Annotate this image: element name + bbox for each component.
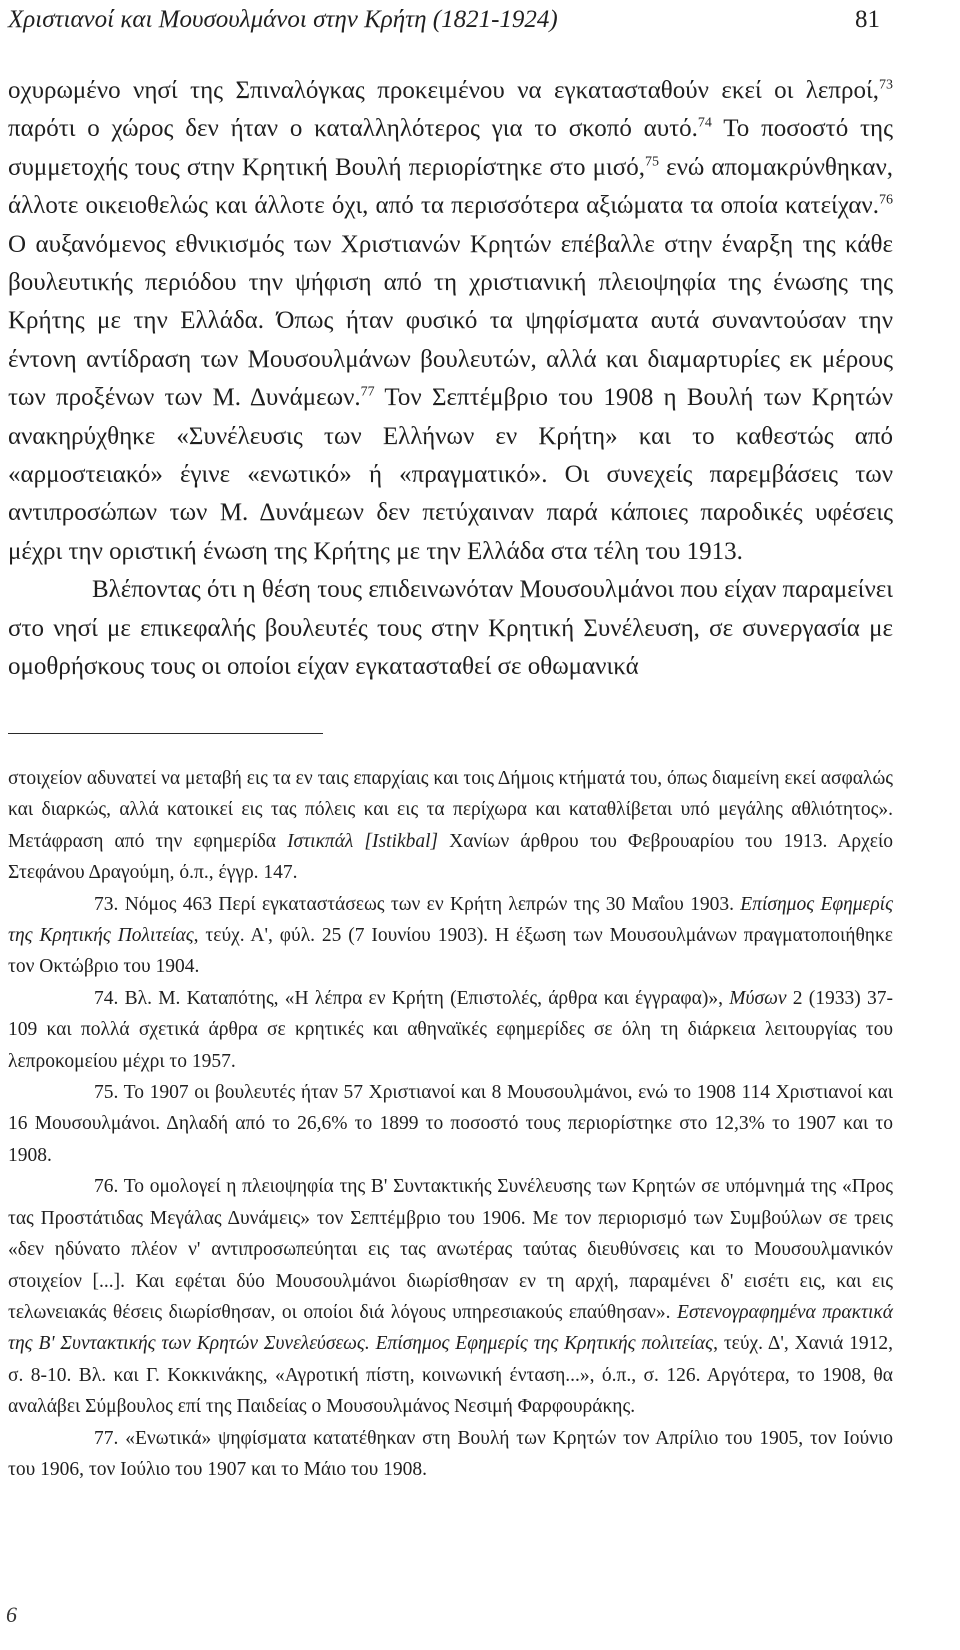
text-span: 73. Νόμος 463 Περί εγκαταστάσεως των εν Κρήτη λεπρών της 30 Μαΐου 1903. [94,893,741,915]
footnote-ref-74[interactable]: 74 [697,116,712,132]
footnote-ref-73[interactable]: 73 [879,77,893,93]
text-span: , τεύχ. Δ', Χανιά 1912, σ. 8-10. Βλ. και Γ. Κοκκινάκης, «Αγροτική πίστη, κοινωνική ένταση...», ό.π., σ. 126. Αργότερα, το 1908, θα αναλάβει Σύμβουλος επί της Παιδείας ο Μουσουλμάνος Νεσιμή Φαρφουράκης. [8,1333,894,1418]
footnote-73 [8,889,893,983]
footnote-ref-76[interactable]: 76 [879,192,893,208]
italic-title: Μύσων [729,987,787,1009]
italic-title: Επίσημος Εφημερίς της Κρητικής Πολιτείας [8,893,894,947]
text-span: 76. Το ομολογεί η πλειοψηφία της Β' Συντακτικής Συνέλευσης των Κρητών σε υπόμνημά της «Προς τας Προστάτιδας Μεγάλας Δυνάμεις» τον Σεπτέμβριο του 1906. Με τον περιορισμό των Συμβούλων σε τρεις «δεν ηδύνατο πλέον ν' αντιπροσωπεύηται εις τας ανωτέρας ταύτας διευθύνσεις και το Μουσουλμανικόν στοιχείον [...]. Και εφέται δύο Μουσουλμάνοι διωρίσθησαν εν τη αρχή, παραμένει δ' εισέτι εις, και εις τελωνειακάς θέσεις διωρίσθησαν, οι οποίοι διά λόγους υπηρεσιακούς επαύθησαν». [8,1176,893,1323]
footnote-76 [8,1171,893,1422]
text-span: , τεύχ. Α', φύλ. 25 (7 Ιουνίου 1903). Η έξωση των Μουσουλμάνων πραγματοποιήθηκε τον Οκτώβριο του 1904. [8,925,893,978]
body-text [8,72,893,687]
text-span: 74. Βλ. Μ. Καταπότης, «Η λέπρα εν Κρήτη (Επιστολές, άρθρα και έγγραφα)», [94,987,730,1009]
text-span: ενώ απομακρύνθηκαν, άλλοτε οικειοθελώς και άλλοτε όχι, από τα περισσότερα αξιώματα τα οποία κατείχαν. [8,153,894,220]
footnote-separator [8,733,323,734]
footnote-77: 77. «Ενωτικά» ψηφίσματα κατατέθηκαν στη Βουλή των Κρητών τον Απρίλιο του 1905, τον Ιούνιο του 1906, τον Ιούλιο του 1907 και το Μάιο του 1908. [8,1427,893,1480]
paragraph-2: Βλέποντας ότι η θέση τους επιδεινωνόταν Μουσουλμάνοι που είχαν παραμείνει στο νησί με επικεφαλής βουλευτές τους στην Κρητική Συνέλευση, σε συνεργασία με ομοθρήσκους τους οι οποίοι είχαν εγκατασταθεί σε οθωμανικά [8,576,893,681]
running-title: Χριστιανοί και Μουσουλμάνοι στην Κρήτη (1821-1924) [8,6,558,33]
footnote-75: 75. Το 1907 οι βουλευτές ήταν 57 Χριστιανοί και 8 Μουσουλμάνοι, ενώ το 1908 114 Χριστιανοί και 16 Μουσουλμάνοι. Δηλαδή από το 26,6% το 1899 το ποσοστό τους περιορίστηκε στο 12,3% το 1907 και το 1908. [8,1082,893,1166]
text-span: στοιχείον αδυνατεί να μεταβή εις τα εν ταις επαρχίαις και τοις Δήμοις κτήματά του, όπως διαμείνη εκεί ασφαλώς και διαρκώς, αλλά κατοικεί εις τας πόλεις και εις τα περίχωρα και καταθλίβεται υπό μεγάλης αθλιότητος». Μετάφραση από την εφημερίδα [8,768,893,852]
text-span: οχυρωμένο νησί της Σπιναλόγκας προκειμένου να εγκατασταθούν εκεί οι λεπροί, [8,77,879,104]
text-span: Χανίων άρθρου του Φεβρουαρίου του 1913. Αρχείο Στεφάνου Δραγούμη, ό.π., έγγρ. 147. [8,830,893,884]
text-span: Το ποσοστό της συμμετοχής τους στην Κρητική Βουλή περιορίστηκε στο μισό, [8,115,894,181]
italic-title: Ιστικπάλ [Istikbal] [287,830,439,852]
text-span: παρότι ο χώρος δεν ήταν ο καταλληλότερος για το σκοπό αυτό. [8,115,698,143]
running-header [8,6,880,42]
footnote-ref-77[interactable]: 77 [360,384,375,400]
footnote-ref-75[interactable]: 75 [644,154,659,170]
text-span: Τον Σεπτέμβριο του 1908 η Βουλή των Κρητών ανακηρύχθηκε «Συνέλευσις των Ελλήνων εν Κρήτη» και το καθεστώς από «αρμοστειακό» έγινε «ενωτικό» ή «πραγματικό». Οι συνεχείς παρεμβάσεις των αντιπροσώπων των Μ. Δυνάμεων δεν πετύχαιναν παρά κάποιες παροδικές υφέσεις μέχρι την οριστική ένωση της Κρήτης με την Ελλάδα στα τέλη του 1913. [8,384,893,565]
italic-title: Εστενογραφημένα πρακτικά της Β' Συντακτικής των Κρητών Συνελεύσεως. Επίσημος Εφημερίς της Κρητικής πολιτείας [8,1301,893,1355]
text-span: 2 (1933) 37-109 και πολλά σχετικά άρθρα σε κρητικές και αθηναϊκές εφημερίδες σε όλη τη διάρκεια λειτουργίας του λεπροκομείου μέχρι το 1957. [8,987,894,1072]
signature-mark: 6 [6,1602,17,1627]
paragraph-1 [8,72,893,571]
footnotes [8,763,893,1485]
page-number: 81 [855,6,880,33]
footnote-74 [8,983,893,1077]
footnote-continuation [8,763,893,889]
text-span: Ο αυξανόμενος εθνικισμός των Χριστιανών Κρητών επέβαλλε στην έναρξη της κάθε βουλευτικής περιόδου την ψήφιση από τη χριστιανική πλειοψηφία της ένωσης της Κρήτης με την Ελλάδα. Όπως ήταν φυσικό τα ψηφίσματα αυτά συναντούσαν την έντονη αντίδραση των Μουσουλμάνων βουλευτών, αλλά και διαμαρτυρίες εκ μέρους των προξένων των Μ. Δυνάμεων. [8,230,893,412]
